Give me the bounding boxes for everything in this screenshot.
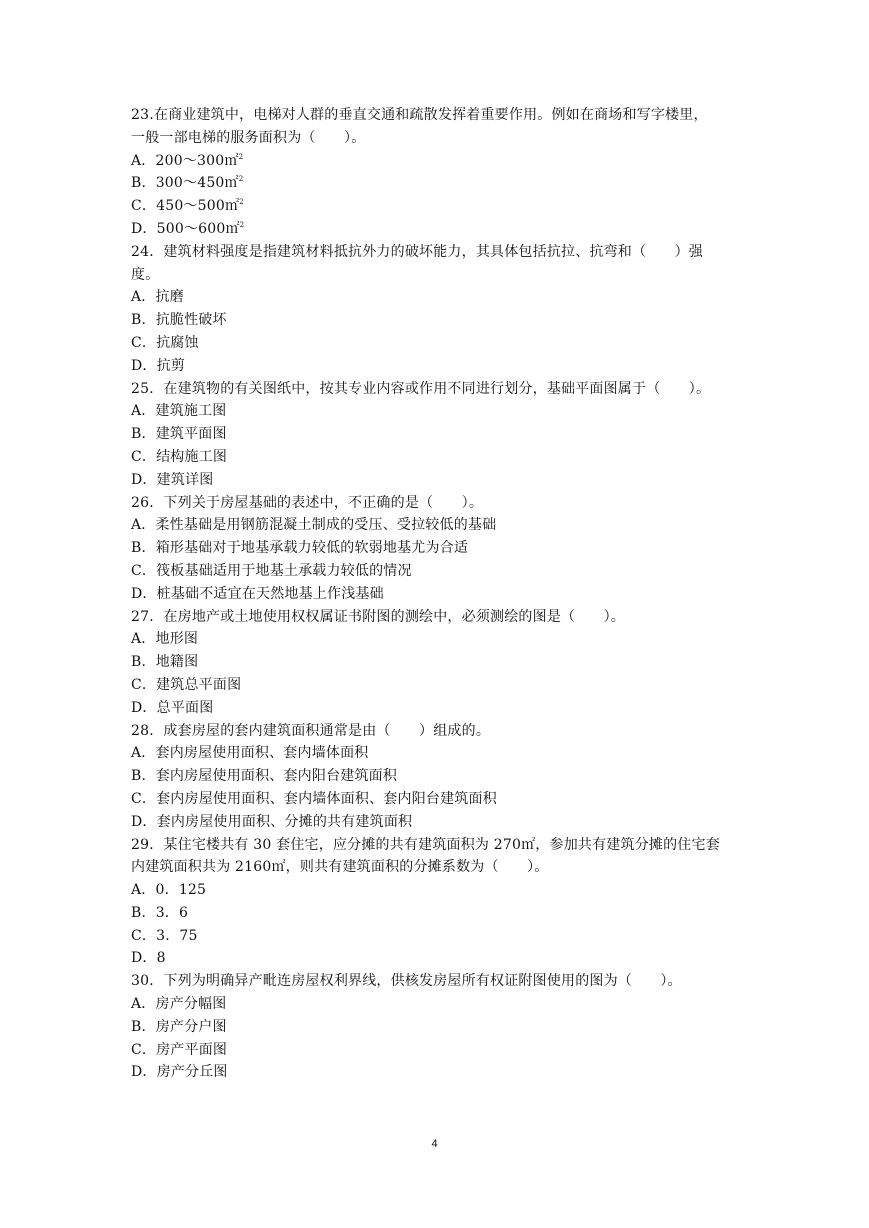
answer-option <box>131 1039 741 1062</box>
answer-option <box>131 947 741 970</box>
answer-option <box>131 514 741 537</box>
question-stem-line: 27．在房地产或土地使用权权属证书附图的测绘中，必须测绘的图是（ ）。 <box>131 608 626 625</box>
question-stem-line: 25．在建筑物的有关图纸中，按其专业内容或作用不同进行划分，基础平面图属于（ ）。 <box>131 380 711 397</box>
question-stem-line: 26．下列关于房屋基础的表述中，不正确的是（ ）。 <box>131 494 484 511</box>
question-block <box>131 970 741 1084</box>
answer-option <box>131 742 741 765</box>
answer-option <box>131 400 741 423</box>
answer-option <box>131 423 741 446</box>
answer-option <box>131 925 741 948</box>
answer-option <box>131 195 741 218</box>
answer-option <box>131 583 741 606</box>
answer-option-text: C．套内房屋使用面积、套内墙体面积、套内阳台建筑面积 <box>131 790 497 807</box>
answer-option <box>131 651 741 674</box>
answer-option <box>131 674 741 697</box>
superscript-mark: 2 <box>239 220 245 229</box>
answer-option-text: B．300～450㎡ <box>131 175 239 192</box>
answer-option <box>131 218 741 241</box>
answer-option <box>131 628 741 651</box>
answer-option <box>131 902 741 925</box>
answer-option-text: D．总平面图 <box>131 699 214 716</box>
question-block <box>131 720 741 834</box>
answer-option-text: A．200～300㎡ <box>131 152 239 169</box>
answer-option <box>131 355 741 378</box>
answer-option <box>131 879 741 902</box>
answer-option-text: B．建筑平面图 <box>131 426 227 443</box>
answer-option-text: A．抗磨 <box>131 289 184 306</box>
answer-option-text: C．筏板基础适用于地基土承载力较低的情况 <box>131 562 412 579</box>
question-block <box>131 378 741 492</box>
superscript-mark: 2 <box>238 152 244 161</box>
answer-option-text: A．房产分幅图 <box>131 996 227 1013</box>
answer-option <box>131 1016 741 1039</box>
answer-option <box>131 309 741 332</box>
question-stem-line: 23.在商业建筑中，电梯对人群的垂直交通和疏散发挥着重要作用。例如在商场和写字楼里， <box>131 107 708 123</box>
answer-option-text: A．0．125 <box>131 882 207 899</box>
question-stem-line: 内建筑面积共为 2160㎡，则共有建筑面积的分摊系数为（ ）。 <box>131 859 549 876</box>
question-stem-line: 28．成套房屋的套内建筑面积通常是由（ ）组成的。 <box>131 722 491 739</box>
answer-option <box>131 332 741 355</box>
answer-option-text: A．套内房屋使用面积、套内墙体面积 <box>131 745 369 762</box>
answer-option-text: A．建筑施工图 <box>131 403 227 420</box>
answer-option <box>131 811 741 834</box>
answer-option <box>131 765 741 788</box>
answer-option <box>131 469 741 492</box>
answer-option <box>131 172 741 195</box>
question-list <box>131 104 741 1084</box>
answer-option-text: B．箱形基础对于地基承载力较低的软弱地基尤为合适 <box>131 540 469 557</box>
answer-option <box>131 286 741 309</box>
answer-option-text: A．柔性基础是用钢筋混凝土制成的受压、受拉较低的基础 <box>131 517 497 534</box>
answer-option-text: C．房产平面图 <box>131 1041 228 1058</box>
answer-option <box>131 150 741 173</box>
answer-option-text: D．建筑详图 <box>131 471 214 488</box>
superscript-mark: 2 <box>239 198 244 207</box>
question-stem-line: 29．某住宅楼共有 30 套住宅，应分摊的共有建筑面积为 270㎡，参加共有建筑分摊的住宅套 <box>131 836 720 853</box>
answer-option-text: D．房产分丘图 <box>131 1064 228 1081</box>
question-block <box>131 606 741 720</box>
answer-option-text: D．500～600㎡ <box>131 220 240 237</box>
question-block <box>131 492 741 606</box>
answer-option <box>131 537 741 560</box>
question-stem-line: 度。 <box>131 266 160 283</box>
answer-option <box>131 788 741 811</box>
answer-option-text: D．桩基础不适宜在天然地基上作浅基础 <box>131 585 384 602</box>
answer-option-text: B．抗脆性破坏 <box>131 312 227 329</box>
answer-option-text: B．3．6 <box>131 904 189 921</box>
answer-option-text: C．建筑总平面图 <box>131 676 242 693</box>
question-block <box>131 834 741 971</box>
answer-option <box>131 560 741 583</box>
question-stem-line: 一般一部电梯的服务面积为（ ）。 <box>131 129 366 146</box>
superscript-mark: 2 <box>238 175 244 184</box>
question-stem-line: 30．下列为明确异产毗连房屋权利界线，供核发房屋所有权证附图使用的图为（ ）。 <box>131 973 682 990</box>
answer-option-text: B．地籍图 <box>131 654 199 671</box>
answer-option-text: B．套内房屋使用面积、套内阳台建筑面积 <box>131 768 398 785</box>
answer-option-text: D．抗剪 <box>131 357 186 374</box>
question-block <box>131 104 741 241</box>
answer-option-text: C．450～500㎡ <box>131 198 240 215</box>
question-stem-line: 24．建筑材料强度是指建筑材料抵抗外力的破坏能力，其具体包括抗拉、抗弯和（ ）强 <box>131 243 704 260</box>
answer-option <box>131 993 741 1016</box>
answer-option-text: C．3．75 <box>131 927 198 944</box>
question-block <box>131 241 741 378</box>
answer-option <box>131 1061 741 1084</box>
answer-option-text: D．8 <box>131 950 166 967</box>
answer-option-text: B．房产分户图 <box>131 1018 227 1035</box>
answer-option <box>131 697 741 720</box>
answer-option-text: C．抗腐蚀 <box>131 334 199 351</box>
answer-option <box>131 446 741 469</box>
answer-option-text: A．地形图 <box>131 631 199 648</box>
page-number: 4 <box>431 1138 438 1150</box>
answer-option-text: D．套内房屋使用面积、分摊的共有建筑面积 <box>131 813 413 830</box>
answer-option-text: C．结构施工图 <box>131 448 228 465</box>
